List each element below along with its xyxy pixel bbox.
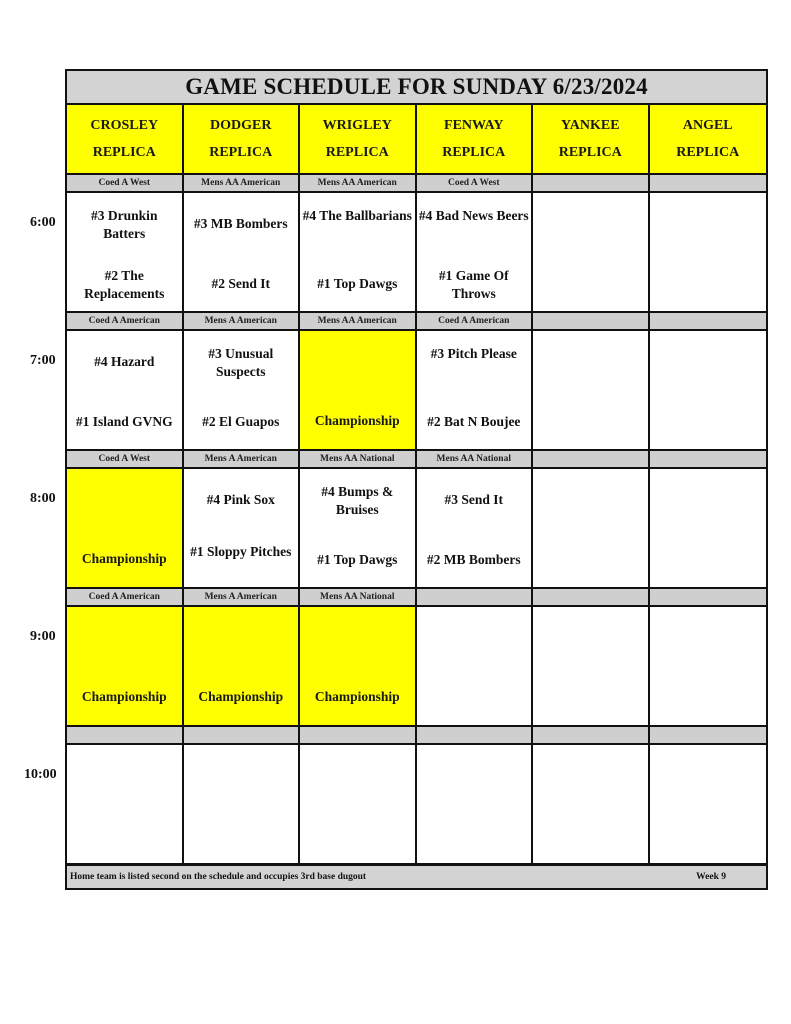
home-team: #2 The Replacements — [84, 268, 165, 301]
field-header — [533, 105, 650, 175]
division-label — [417, 589, 534, 605]
championship-label: Championship — [314, 413, 400, 428]
championship-cell — [67, 607, 184, 727]
time-label: 10:00 — [24, 767, 57, 782]
home-team: #2 Send It — [211, 276, 270, 291]
game-cell — [184, 745, 301, 865]
division-label: Mens A American — [184, 451, 301, 467]
game-cell — [417, 607, 534, 727]
division-label: Coed A American — [67, 313, 184, 329]
division-label: Coed A West — [67, 175, 184, 191]
division-label — [533, 451, 650, 467]
division-label: Coed A American — [67, 589, 184, 605]
home-team: #1 Island GVNG — [75, 414, 173, 429]
page-title: GAME SCHEDULE FOR SUNDAY 6/23/2024 — [67, 71, 766, 105]
division-label: Mens AA National — [300, 451, 417, 467]
field-header — [417, 105, 534, 175]
field-sub: REPLICA — [92, 145, 156, 160]
game-cell — [417, 469, 534, 589]
field-header — [300, 105, 417, 175]
away-team: #3 MB Bombers — [193, 216, 288, 231]
time-slots — [67, 175, 766, 865]
division-row — [67, 451, 766, 469]
game-cell — [533, 745, 650, 865]
game-cell — [300, 469, 417, 589]
game-row — [67, 469, 766, 589]
division-row — [67, 727, 766, 745]
game-cell — [67, 331, 184, 451]
away-team: #4 Bumps & Bruises — [321, 484, 394, 517]
home-team: #1 Top Dawgs — [317, 552, 398, 567]
division-label — [650, 451, 767, 467]
division-label: Mens A American — [184, 589, 301, 605]
game-cell — [417, 745, 534, 865]
division-label — [300, 727, 417, 743]
home-team: #2 MB Bombers — [426, 552, 521, 567]
field-sub: REPLICA — [209, 145, 273, 160]
division-label — [533, 175, 650, 191]
game-cell — [300, 745, 417, 865]
field-header-row — [67, 105, 766, 175]
game-cell — [650, 331, 767, 451]
division-label — [533, 313, 650, 329]
championship-cell — [300, 607, 417, 727]
field-header — [67, 105, 184, 175]
championship-label: Championship — [314, 689, 400, 704]
away-team: #4 Bad News Beers — [418, 208, 529, 223]
home-team: #1 Top Dawgs — [317, 276, 398, 291]
division-label — [650, 175, 767, 191]
division-label — [650, 313, 767, 329]
game-cell — [533, 607, 650, 727]
game-cell — [417, 193, 534, 313]
championship-label: Championship — [81, 551, 167, 566]
field-name: ANGEL — [682, 118, 733, 133]
game-cell — [650, 193, 767, 313]
division-label: Mens AA American — [300, 313, 417, 329]
field-name: DODGER — [210, 118, 272, 133]
division-label: Coed A West — [417, 175, 534, 191]
time-label: 6:00 — [30, 215, 56, 230]
game-cell — [67, 193, 184, 313]
division-row — [67, 589, 766, 607]
field-name: YANKEE — [560, 118, 620, 133]
away-team: #3 Drunkin Batters — [91, 208, 158, 241]
game-row — [67, 745, 766, 865]
division-label — [67, 727, 184, 743]
division-label: Mens AA American — [300, 175, 417, 191]
game-row — [67, 331, 766, 451]
home-team: #1 Game Of Throws — [438, 268, 509, 301]
game-cell — [300, 193, 417, 313]
division-label: Mens AA American — [184, 175, 301, 191]
time-label: 9:00 — [30, 629, 56, 644]
field-sub: REPLICA — [325, 145, 389, 160]
championship-cell — [67, 469, 184, 589]
championship-label: Championship — [198, 689, 284, 704]
game-row — [67, 193, 766, 313]
championship-label: Championship — [81, 689, 167, 704]
schedule-sheet — [65, 69, 768, 890]
division-row — [67, 175, 766, 193]
home-team: #2 Bat N Boujee — [427, 414, 521, 429]
schedule-grid — [67, 105, 766, 865]
field-sub: REPLICA — [676, 145, 740, 160]
game-cell — [184, 193, 301, 313]
away-team: #3 Pitch Please — [430, 346, 517, 361]
game-cell — [67, 745, 184, 865]
division-label — [533, 589, 650, 605]
division-label: Mens A American — [184, 313, 301, 329]
field-name: FENWAY — [444, 118, 504, 133]
field-sub: REPLICA — [558, 145, 622, 160]
away-team: #4 Pink Sox — [206, 492, 275, 507]
championship-cell — [300, 331, 417, 451]
field-header — [184, 105, 301, 175]
division-label — [417, 727, 534, 743]
week-label: Week 9 — [696, 872, 726, 882]
field-sub: REPLICA — [442, 145, 506, 160]
game-cell — [533, 331, 650, 451]
home-team: #2 El Guapos — [202, 414, 280, 429]
division-label — [650, 727, 767, 743]
game-cell — [533, 469, 650, 589]
division-row — [67, 313, 766, 331]
game-cell — [533, 193, 650, 313]
field-header — [650, 105, 767, 175]
game-cell — [184, 469, 301, 589]
division-label — [650, 589, 767, 605]
game-cell — [650, 469, 767, 589]
division-label — [184, 727, 301, 743]
footer-bar — [67, 864, 766, 888]
division-label: Mens AA National — [417, 451, 534, 467]
home-team: #1 Sloppy Pitches — [190, 544, 292, 559]
championship-cell — [184, 607, 301, 727]
time-label: 8:00 — [30, 491, 56, 506]
field-name: CROSLEY — [90, 118, 159, 133]
division-label — [533, 727, 650, 743]
game-cell — [650, 745, 767, 865]
home-team-note: Home team is listed second on the schedule and occupies 3rd base dugout — [70, 872, 367, 882]
division-label: Coed A West — [67, 451, 184, 467]
division-label: Mens AA National — [300, 589, 417, 605]
away-team: #3 Send It — [444, 492, 503, 507]
away-team: #4 Hazard — [94, 354, 155, 369]
game-row — [67, 607, 766, 727]
away-team: #3 Unusual Suspects — [208, 346, 274, 379]
game-cell — [184, 331, 301, 451]
game-cell — [650, 607, 767, 727]
away-team: #4 The Ballbarians — [302, 208, 412, 223]
field-name: WRIGLEY — [322, 118, 392, 133]
game-cell — [417, 331, 534, 451]
division-label: Coed A American — [417, 313, 534, 329]
time-label: 7:00 — [30, 353, 56, 368]
